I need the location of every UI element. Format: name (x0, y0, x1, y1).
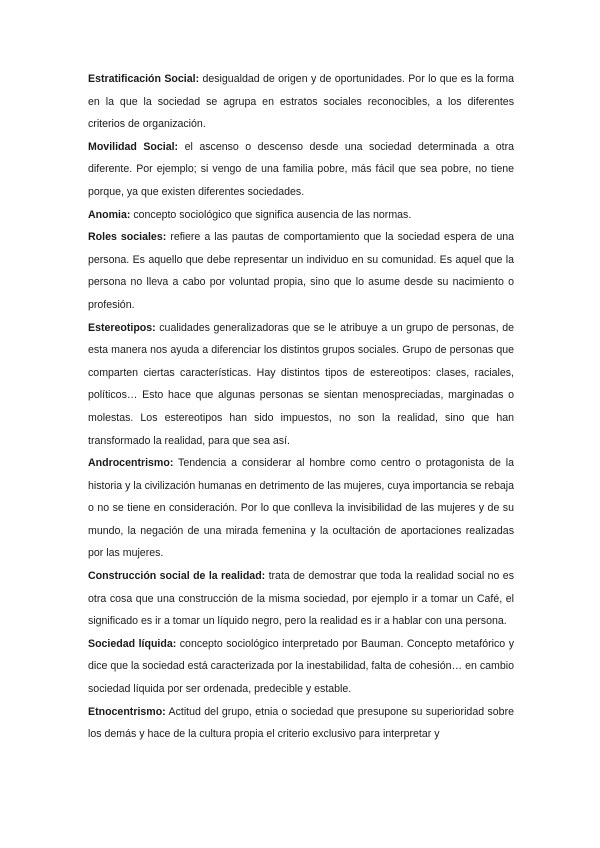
glossary-term: Construcción social de la realidad: (88, 570, 266, 583)
glossary-definition: concepto sociológico interpretado por Bauman. Concepto metafórico y dice que la sociedad está caracterizada por la inestabilidad, falta de cohesión… en cambio sociedad líquida por ser ordenada, predecible y estable. (88, 637, 514, 696)
glossary-definition: el ascenso o descenso desde una sociedad determinada a otra diferente. Por ejemplo; si vengo de una familia pobre, más fácil que sea pobre, no tiene porque, ya que existen diferentes sociedades. (88, 140, 514, 198)
glossary-definition: desigualdad de origen y de oportunidades. Por lo que es la forma en la que la sociedad se agrupa en estratos sociales reconocibles, a los diferentes criterios de organización. (88, 73, 514, 131)
glossary-entry (88, 317, 514, 453)
glossary-entry (88, 701, 514, 746)
glossary-term: Sociedad líquida: (88, 637, 177, 650)
glossary-term: Roles sociales: (88, 231, 167, 244)
glossary-body (88, 68, 514, 746)
glossary-term: Androcentrismo: (88, 457, 174, 470)
glossary-term: Estratificación Social: (88, 73, 200, 85)
glossary-definition: Tendencia a considerar al hombre como centro o protagonista de la historia y la civilización humanas en detrimento de las mujeres, cuya importancia se rebaja o no se tiene en consideración. Por lo que conlleva la invisibilidad de las mujeres y de su mundo, la negación de una mirada femenina y la ocultación de aportaciones realizadas por las mujeres. (88, 457, 514, 560)
glossary-definition: Actitud del grupo, etnia o sociedad que presupone su superioridad sobre los demás y hace de la cultura propia el criterio exclusivo para interpretar y (88, 705, 514, 741)
glossary-term: Etnocentrismo: (88, 705, 166, 718)
glossary-definition: trata de demostrar que toda la realidad social no es otra cosa que una construcción de la misma sociedad, por ejemplo ir a tomar un Café, el significado es ir a tomar un líquido negro, pero la realidad es ir a hablar con una persona. (88, 570, 514, 628)
glossary-term: Estereotipos: (88, 321, 156, 334)
glossary-definition: concepto sociológico que significa ausencia de las normas. (130, 208, 412, 221)
glossary-entry (88, 565, 514, 633)
glossary-term: Movilidad Social: (88, 140, 179, 153)
glossary-entry (88, 68, 514, 136)
glossary-entry (88, 204, 514, 227)
glossary-entry (88, 226, 514, 316)
glossary-entry (88, 452, 514, 565)
glossary-term: Anomia: (88, 208, 131, 221)
glossary-entry (88, 136, 514, 204)
glossary-entry (88, 633, 514, 701)
glossary-definition: refiere a las pautas de comportamiento que la sociedad espera de una persona. Es aquello que debe representar un individuo en su comunidad. Es aquel que la persona no lleva a cabo por voluntad propia, sino que lo asume desde su nacimiento o profesión. (88, 231, 514, 311)
glossary-definition: cualidades generalizadoras que se le atribuye a un grupo de personas, de esta manera nos ayuda a diferenciar los distintos grupos sociales. Grupo de personas que comparten ciertas características. Hay distintos tipos de estereotipos: clases, raciales, políticos… Esto hace que algunas personas se sientan menospreciadas, marginadas o molestas. Los estereotipos han sido impuestos, no son la realidad, sino que han transformado la realidad, para que sea así. (88, 321, 514, 447)
